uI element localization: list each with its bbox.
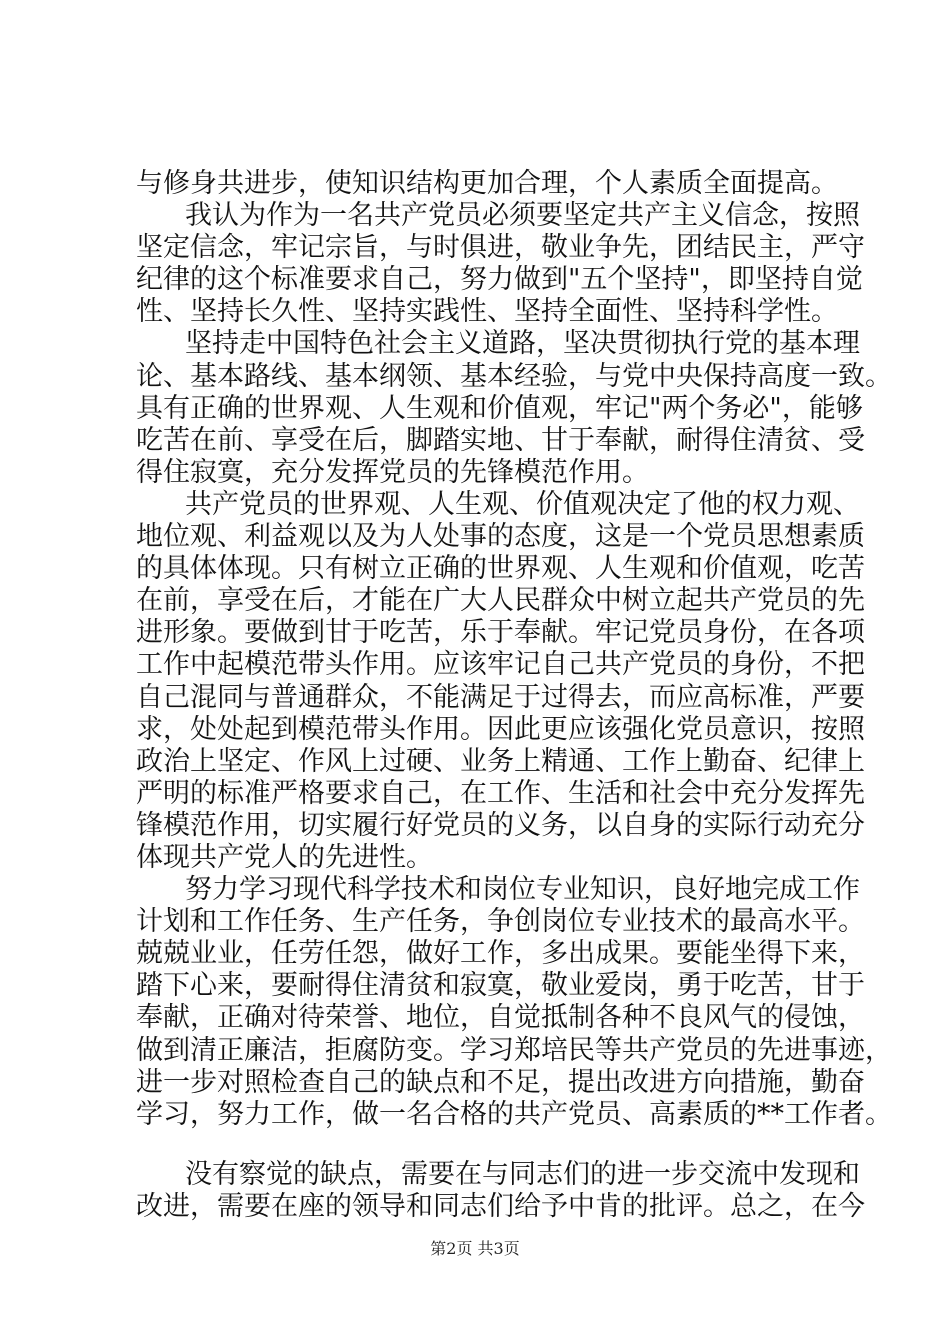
paragraph-line: 进一步对照检查自己的缺点和不足，提出改进方向措施，勤奋 bbox=[136, 1066, 865, 1098]
paragraph-line: 得住寂寞，充分发挥党员的先锋模范作用。 bbox=[136, 456, 649, 488]
paragraph-line: 努力学习现代科学技术和岗位专业知识，良好地完成工作 bbox=[185, 874, 860, 906]
paragraph-line: 政治上坚定、作风上过硬、业务上精通、工作上勤奋、纪律上 bbox=[136, 745, 865, 777]
paragraph-line: 自己混同与普通群众，不能满足于过得去，而应高标准，严要 bbox=[136, 681, 865, 713]
paragraph-line: 兢兢业业，任劳任怨，做好工作，多出成果。要能坐得下来， bbox=[136, 938, 865, 970]
paragraph-line: 的具体体现。只有树立正确的世界观、人生观和价值观，吃苦 bbox=[136, 553, 865, 585]
paragraph-line: 奉献，正确对待荣誉、地位，自觉抵制各种不良风气的侵蚀， bbox=[136, 1002, 865, 1034]
paragraph-line: 我认为作为一名共产党员必须要坚定共产主义信念，按照 bbox=[185, 200, 860, 232]
paragraph-line: 性、坚持长久性、坚持实践性、坚持全面性、坚持科学性。 bbox=[136, 296, 838, 328]
paragraph-gap bbox=[136, 1131, 836, 1159]
paragraph-line: 求，处处起到模范带头作用。因此更应该强化党员意识，按照 bbox=[136, 713, 865, 745]
paragraph-line: 做到清正廉洁，拒腐防变。学习郑培民等共产党员的先进事迹， bbox=[136, 1034, 892, 1066]
paragraph-line: 论、基本路线、基本纲领、基本经验，与党中央保持高度一致。 bbox=[136, 360, 892, 392]
paragraph-line: 学习，努力工作，做一名合格的共产党员、高素质的**工作者。 bbox=[136, 1098, 892, 1130]
paragraph-line: 没有察觉的缺点，需要在与同志们的进一步交流中发现和 bbox=[185, 1158, 860, 1190]
paragraph-line: 锋模范作用，切实履行好党员的义务，以自身的实际行动充分 bbox=[136, 809, 865, 841]
paragraph-line: 吃苦在前、享受在后，脚踏实地、甘于奉献，耐得住清贫、受 bbox=[136, 424, 865, 456]
paragraph-line: 在前，享受在后，才能在广大人民群众中树立起共产党员的先 bbox=[136, 585, 865, 617]
paragraph-line: 坚定信念，牢记宗旨，与时俱进，敬业争先，团结民主，严守 bbox=[136, 232, 865, 264]
paragraph-line: 严明的标准严格要求自己，在工作、生活和社会中充分发挥先 bbox=[136, 777, 865, 809]
paragraph-line: 改进，需要在座的领导和同志们给予中肯的批评。总之，在今 bbox=[136, 1190, 865, 1222]
paragraph-line: 计划和工作任务、生产任务，争创岗位专业技术的最高水平。 bbox=[136, 906, 865, 938]
paragraph-line: 地位观、利益观以及为人处事的态度，这是一个党员思想素质 bbox=[136, 521, 865, 553]
paragraph-line: 工作中起模范带头作用。应该牢记自己共产党员的身份，不把 bbox=[136, 649, 865, 681]
paragraph-line: 具有正确的世界观、人生观和价值观，牢记"两个务必"，能够 bbox=[136, 392, 863, 424]
document-body bbox=[136, 168, 892, 1223]
paragraph-line: 体现共产党人的先进性。 bbox=[136, 841, 433, 873]
paragraph-line: 坚持走中国特色社会主义道路，坚决贯彻执行党的基本理 bbox=[185, 328, 860, 360]
paragraph-line: 进形象。要做到甘于吃苦，乐于奉献。牢记党员身份，在各项 bbox=[136, 617, 865, 649]
paragraph-line: 共产党员的世界观、人生观、价值观决定了他的权力观、 bbox=[185, 488, 860, 520]
paragraph-line: 纪律的这个标准要求自己，努力做到"五个坚持"，即坚持自觉 bbox=[136, 264, 863, 296]
paragraph-line: 与修身共进步，使知识结构更加合理，个人素质全面提高。 bbox=[136, 168, 838, 199]
paragraph-line: 踏下心来，要耐得住清贫和寂寞，敬业爱岗，勇于吃苦，甘于 bbox=[136, 970, 865, 1002]
page-footer: 第2页 共3页 bbox=[430, 1239, 520, 1258]
